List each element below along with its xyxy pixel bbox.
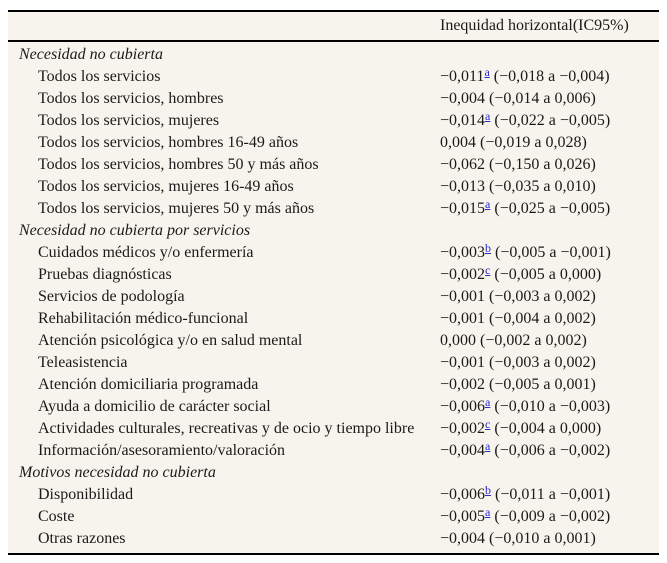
inequity-table	[8, 10, 659, 555]
footnote-a-link[interactable]: a	[485, 505, 491, 519]
row-label: Teleasistencia	[38, 354, 128, 371]
row-label: Rehabilitación médico-funcional	[38, 310, 249, 327]
table-row	[8, 242, 659, 264]
row-value	[440, 440, 610, 462]
table-row	[8, 88, 659, 110]
confidence-interval: (−0,010 a −0,003)	[494, 398, 611, 415]
table-row	[8, 198, 659, 220]
confidence-interval: (−0,005 a 0,000)	[494, 266, 602, 283]
row-value	[440, 242, 611, 264]
row-value	[440, 154, 596, 176]
row-value	[440, 308, 596, 330]
row-label: Pruebas diagnósticas	[38, 266, 172, 283]
column-header-inequidad-horizontal: Inequidad horizontal(IC95%)	[440, 17, 629, 34]
row-value	[440, 484, 610, 506]
estimate-value: −0,002	[440, 376, 486, 393]
footnote-a-link[interactable]: a	[484, 65, 490, 79]
section-title-1: Necesidad no cubierta por servicios	[19, 222, 251, 239]
estimate-value: −0,003	[440, 244, 486, 261]
confidence-interval: (−0,009 a −0,002)	[494, 508, 611, 525]
table-row	[8, 484, 659, 506]
confidence-interval: (−0,018 a −0,004)	[493, 68, 610, 85]
confidence-interval: (−0,004 a 0,002)	[489, 310, 596, 327]
estimate-value: −0,004	[440, 442, 486, 459]
table-row	[8, 440, 659, 462]
estimate-value: −0,005	[440, 508, 486, 525]
row-value	[440, 396, 610, 418]
estimate-value: 0,004	[440, 134, 476, 151]
row-label: Atención domiciliaria programada	[38, 376, 259, 393]
table-row	[8, 352, 659, 374]
row-value	[440, 88, 596, 110]
estimate-value: −0,001	[440, 310, 486, 327]
confidence-interval: (−0,005 a −0,001)	[495, 244, 611, 261]
row-label: Todos los servicios, hombres 16-49 años	[38, 134, 299, 151]
row-label: Atención psicológica y/o en salud mental	[38, 332, 303, 349]
row-label: Coste	[38, 508, 75, 525]
estimate-value: −0,002	[440, 420, 486, 437]
table-header-row	[8, 12, 659, 42]
row-value	[440, 330, 587, 352]
row-label: Información/asesoramiento/valoración	[38, 442, 286, 459]
table-row	[8, 264, 659, 286]
footnote-a-link[interactable]: a	[485, 439, 491, 453]
confidence-interval: (−0,022 a −0,005)	[494, 112, 611, 129]
row-value	[440, 374, 596, 396]
row-value	[440, 418, 601, 440]
confidence-interval: (−0,002 a 0,002)	[480, 332, 587, 349]
table-row	[8, 176, 659, 198]
row-label: Todos los servicios, hombres 50 y más años	[38, 156, 319, 173]
table-row	[8, 330, 659, 352]
estimate-value: −0,001	[440, 288, 486, 305]
estimate-value: −0,004	[440, 530, 486, 547]
confidence-interval: (−0,005 a 0,001)	[489, 376, 596, 393]
confidence-interval: (−0,014 a 0,006)	[489, 90, 596, 107]
footnote-b-link[interactable]: b	[485, 483, 492, 497]
row-value	[440, 352, 596, 374]
estimate-value: −0,004	[440, 90, 486, 107]
confidence-interval: (−0,006 a −0,002)	[494, 442, 611, 459]
estimate-value: −0,013	[440, 178, 486, 195]
table-row	[8, 154, 659, 176]
row-label: Cuidados médicos y/o enfermería	[38, 244, 254, 261]
footnote-c-link[interactable]: c	[485, 417, 491, 431]
row-label: Ayuda a domicilio de carácter social	[38, 398, 271, 415]
confidence-interval: (−0,035 a 0,010)	[489, 178, 596, 195]
estimate-value: −0,062	[440, 156, 486, 173]
confidence-interval: (−0,010 a 0,001)	[489, 530, 596, 547]
footnote-a-link[interactable]: a	[485, 395, 491, 409]
table-row	[8, 506, 659, 528]
table-row	[8, 418, 659, 440]
confidence-interval: (−0,003 a 0,002)	[489, 288, 596, 305]
row-label: Disponibilidad	[38, 486, 134, 503]
section-title-2: Motivos necesidad no cubierta	[19, 464, 216, 481]
estimate-value: −0,002	[440, 266, 486, 283]
estimate-value: −0,006	[440, 486, 486, 503]
footnote-b-link[interactable]: b	[485, 241, 492, 255]
estimate-value: 0,000	[440, 332, 476, 349]
table-body	[8, 42, 659, 553]
row-label: Todos los servicios, mujeres 16-49 años	[38, 178, 294, 195]
row-label: Todos los servicios, mujeres	[38, 112, 220, 129]
confidence-interval: (−0,025 a −0,005)	[494, 200, 611, 217]
row-value	[440, 66, 610, 88]
confidence-interval: (−0,004 a 0,000)	[494, 420, 602, 437]
row-value	[440, 198, 610, 220]
row-value	[440, 286, 596, 308]
row-label: Todos los servicios, mujeres 50 y más años	[38, 200, 315, 217]
row-value	[440, 176, 596, 198]
row-value	[440, 528, 596, 550]
confidence-interval: (−0,019 a 0,028)	[480, 134, 587, 151]
estimate-value: −0,006	[440, 398, 486, 415]
table-row	[8, 132, 659, 154]
confidence-interval: (−0,003 a 0,002)	[489, 354, 596, 371]
footnote-a-link[interactable]: a	[485, 197, 491, 211]
row-label: Otras razones	[38, 530, 126, 547]
estimate-value: −0,001	[440, 354, 486, 371]
table-row	[8, 528, 659, 550]
row-value	[440, 506, 610, 528]
row-value	[440, 132, 587, 154]
table-row	[8, 396, 659, 418]
estimate-value: −0,011	[440, 68, 485, 85]
estimate-value: −0,015	[440, 200, 486, 217]
row-value	[440, 264, 601, 286]
table-row	[8, 66, 659, 88]
row-label: Servicios de podología	[38, 288, 185, 305]
table-row	[8, 374, 659, 396]
table-row	[8, 286, 659, 308]
row-label: Todos los servicios, hombres	[38, 90, 224, 107]
estimate-value: −0,014	[440, 112, 486, 129]
row-label: Actividades culturales, recreativas y de ocio y tiempo libre	[38, 420, 415, 437]
table-row	[8, 308, 659, 330]
confidence-interval: (−0,011 a −0,001)	[495, 486, 611, 503]
confidence-interval: (−0,150 a 0,026)	[489, 156, 596, 173]
footnote-c-link[interactable]: c	[485, 263, 491, 277]
row-value	[440, 110, 610, 132]
section-title-0: Necesidad no cubierta	[19, 46, 163, 63]
row-label: Todos los servicios	[38, 68, 161, 85]
footnote-a-link[interactable]: a	[485, 109, 491, 123]
table-row	[8, 110, 659, 132]
